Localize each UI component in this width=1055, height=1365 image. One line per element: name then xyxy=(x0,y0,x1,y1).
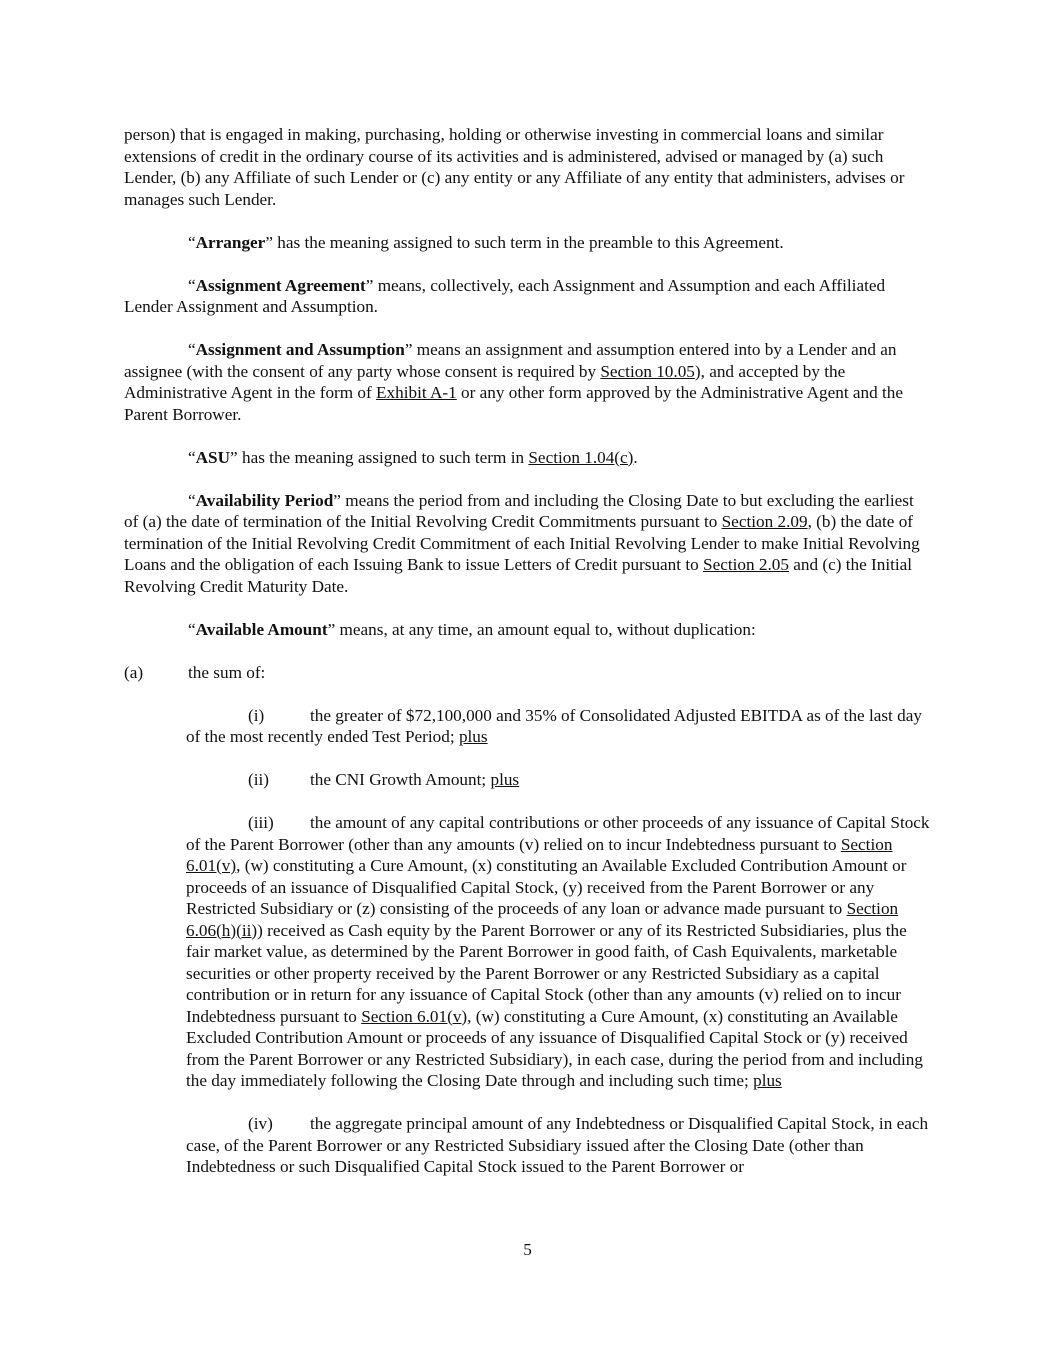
defined-term: Assignment Agreement xyxy=(195,275,366,295)
clause-label: (ii) xyxy=(248,770,269,789)
defined-term: ASU xyxy=(195,447,231,467)
defined-term: Arranger xyxy=(195,232,266,252)
clause-ii: (ii) the CNI Growth Amount; plus xyxy=(248,770,520,789)
definition-assignment-agreement: “Assignment Agreement” means, collectively, each Assignment and Assumption and each Affiliated Lender Assignment and Assumption. xyxy=(124,275,886,316)
defined-term: Assignment and Assumption xyxy=(195,340,405,359)
clause-label: (i) xyxy=(248,705,265,725)
section-reference: Section 10.05 xyxy=(600,361,695,381)
definition-available-amount: “Available Amount” means, at any time, an amount equal to, without duplication: xyxy=(188,619,756,639)
clause-iv: (iv) the aggregate principal amount of any Indebtedness or Disqualified Capital Stock, in each case, of the Parent Borrower or any Restricted Subsidiary issued after the Closing Date (other than Indebtedness or such Disqualified Capital Stock issued to the Parent Borrower or xyxy=(186,1114,929,1176)
section-reference: Section 6.01(v) xyxy=(361,1006,468,1026)
clause-a xyxy=(124,662,932,684)
section-reference: Section 6.01(v) xyxy=(186,834,893,875)
document-page xyxy=(124,124,932,1199)
definition-asu: “ASU” has the meaning assigned to such term in Section 1.04(c). xyxy=(188,447,638,467)
clause-label: (iv) xyxy=(248,1114,273,1133)
section-reference: Section 1.04(c) xyxy=(528,447,634,467)
section-reference: Section 2.09 xyxy=(721,512,808,531)
definition-availability-period: “Availability Period” means the period from and including the Closing Date to but excluding the earliest of (a) the date of termination of the Initial Revolving Credit Commitments pursuant to Section 2.09, (b) the date of termination of the Initial Revolving Credit Commitment of each Initial Revolving Lender to make Initial Revolving Loans and the obligation of each Issuing Bank to issue Letters of Credit pursuant to Section 2.05 and (c) the Initial Revolving Credit Maturity Date. xyxy=(124,490,920,596)
clause-iii: (iii) the amount of any capital contributions or other proceeds of any issuance of Capital Stock of the Parent Borrower (other than any amounts (v) relied on to incur Indebtedness pursuant to Section 6.01(v), (w) constituting a Cure Amount, (x) constituting an Available Excluded Contribution Amount or proceeds of an issuance of Disqualified Capital Stock, (y) received from the Parent Borrower or any Restricted Subsidiary or (z) consisting of the proceeds of any loan or advance made pursuant to Section 6.06(h)(ii)) received as Cash equity by the Parent Borrower or any of its Restricted Subsidiaries, plus the fair market value, as determined by the Parent Borrower in good faith, of Cash Equivalents, marketable securities or other property received by the Parent Borrower or any Restricted Subsidiary as a capital contribution or in return for any issuance of Capital Stock (other than any amounts (v) relied on to incur Indebtedness pursuant to Section 6.01(v), (w) constituting a Cure Amount, (x) constituting an Available Excluded Contribution Amount or proceeds of any issuance of Disqualified Capital Stock or (y) received from the Parent Borrower or any Restricted Subsidiary), in each case, during the period from and including the day immediately following the Closing Date through and including such time; plus xyxy=(186,813,930,1090)
section-reference: Section 2.05 xyxy=(703,555,789,574)
clause-i: (i) the greater of $72,100,000 and 35% of Consolidated Adjusted EBITDA as of the last day of the most recently ended Test Period; plus xyxy=(186,705,922,746)
definition-arranger: “Arranger” has the meaning assigned to such term in the preamble to this Agreement. xyxy=(188,232,784,252)
clause-text: the sum of: xyxy=(188,662,266,682)
paragraph-continuation: person) that is engaged in making, purchasing, holding or otherwise investing in commercial loans and similar extensions of credit in the ordinary course of its activities and is administered, advised or managed by (a) such Lender, (b) any Affiliate of such Lender or (c) any entity or any Affiliate of any entity that administers, advises or manages such Lender. xyxy=(124,125,905,209)
section-reference: Section 6.06(h)(ii) xyxy=(186,899,899,940)
clause-label: (a) xyxy=(124,662,144,682)
defined-term: Available Amount xyxy=(195,619,328,639)
page-number: 5 xyxy=(523,1240,532,1259)
definition-assignment-and-assumption: “Assignment and Assumption” means an assignment and assumption entered into by a Lender and an assignee (with the consent of any party whose consent is required by Section 10.05), and accepted by the Administrative Agent in the form of Exhibit A-1 or any other form approved by the Administrative Agent and the Parent Borrower. xyxy=(124,340,904,424)
exhibit-reference: Exhibit A-1 xyxy=(376,383,457,402)
defined-term: Availability Period xyxy=(195,490,334,510)
clause-label: (iii) xyxy=(248,813,274,832)
